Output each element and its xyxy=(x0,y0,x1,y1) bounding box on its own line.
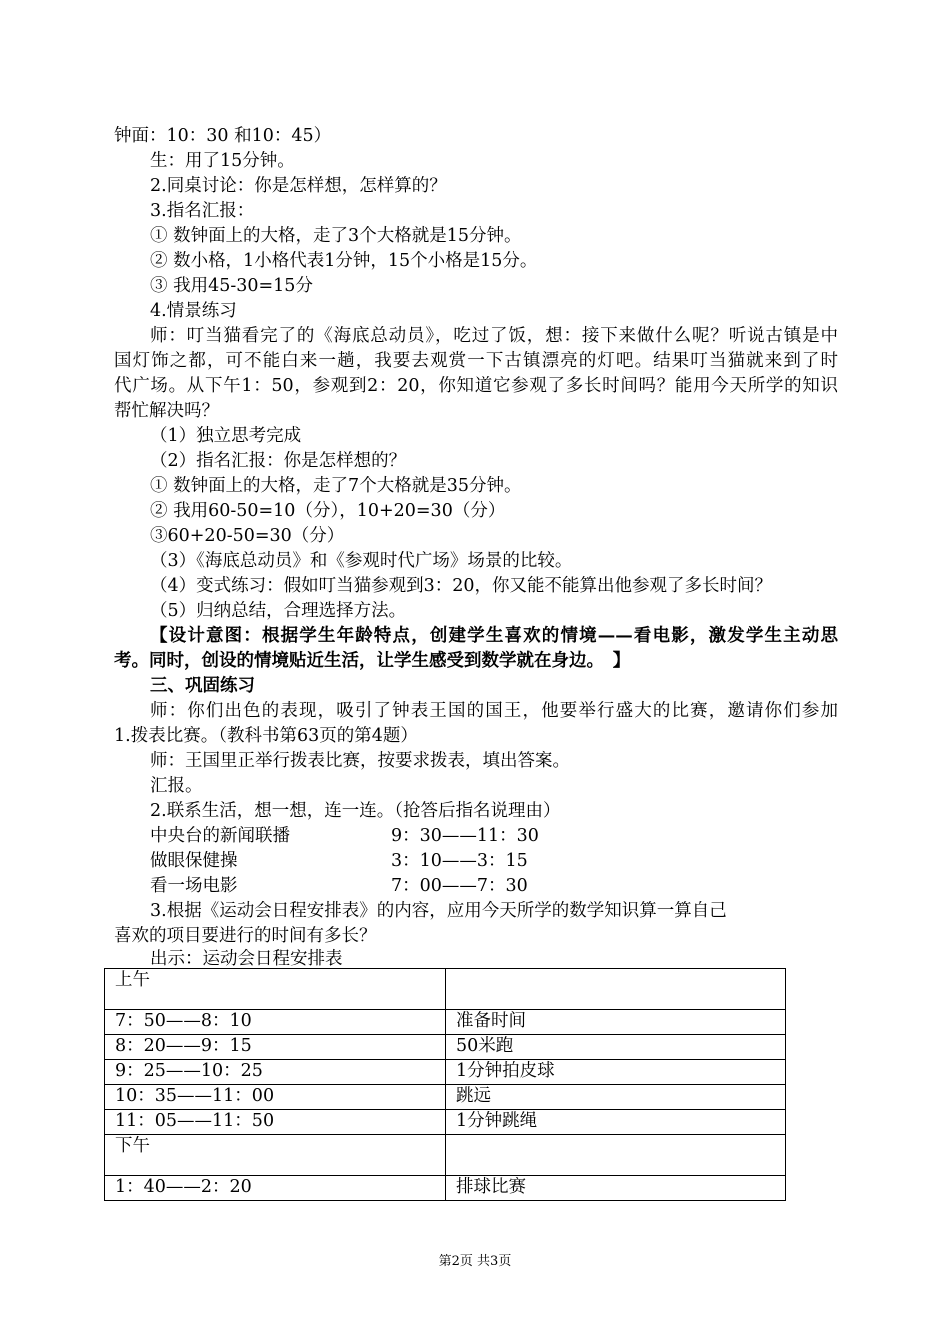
table-caption: 出示：运动会日程安排表 xyxy=(150,949,343,969)
time-cell: 8：20——9：15 xyxy=(105,1035,446,1060)
paragraph-line: 帮忙解决吗？ xyxy=(114,401,219,421)
match-left: 中央台的新闻联播 xyxy=(150,826,290,846)
paragraph-line: 师：叮当猫看完了的《海底总动员》，吃过了饭，想：接下来做什么呢？听说古镇是中 xyxy=(150,326,838,346)
match-right: 9：30——11：30 xyxy=(391,826,539,846)
table-row xyxy=(105,969,786,1010)
text-line: ③ 我用45-30=15分 xyxy=(150,276,313,296)
empty-cell xyxy=(446,1135,786,1176)
page-footer: 第2页 共3页 xyxy=(438,1254,512,1269)
table-row xyxy=(105,1035,786,1060)
text-line: （3）《海底总动员》和《参观时代广场》场景的比较。 xyxy=(150,551,573,571)
time-cell: 11：05——11：50 xyxy=(105,1110,446,1135)
section-cell: 下午 xyxy=(105,1135,446,1176)
match-left: 做眼保健操 xyxy=(150,851,238,871)
paragraph-line: 代广场。从下午1：50，参观到2：20，你知道它参观了多长时间吗？能用今天所学的知识 xyxy=(114,376,838,396)
text-line: 2.同桌讨论：你是怎样想，怎样算的？ xyxy=(150,176,447,196)
text-line: ③60+20-50=30（分） xyxy=(150,526,345,546)
sports-schedule-table xyxy=(104,968,786,1201)
match-left: 看一场电影 xyxy=(150,876,238,896)
time-cell: 9：25——10：25 xyxy=(105,1060,446,1085)
time-cell: 10：35——11：00 xyxy=(105,1085,446,1110)
text-line: ② 数小格，1小格代表1分钟，15个小格是15分。 xyxy=(150,251,538,271)
event-cell: 排球比赛 xyxy=(446,1176,786,1201)
text-line: 喜欢的项目要进行的时间有多长？ xyxy=(114,926,377,946)
text-line: 汇报。 xyxy=(150,776,203,796)
time-cell: 1：40——2：20 xyxy=(105,1176,446,1201)
text-line: ① 数钟面上的大格，走了3个大格就是15分钟。 xyxy=(150,226,522,246)
text-line: ① 数钟面上的大格，走了7个大格就是35分钟。 xyxy=(150,476,522,496)
design-intent-line: 【设计意图：根据学生年龄特点，创建学生喜欢的情境——看电影，激发学生主动思 xyxy=(150,626,838,646)
empty-cell xyxy=(446,969,786,1010)
paragraph-line: 国灯饰之都，可不能白来一趟，我要去观赏一下古镇漂亮的灯吧。结果叮当猫就来到了时 xyxy=(114,351,838,371)
text-line: 钟面：10：30 和10：45） xyxy=(114,126,332,146)
text-line: 1.拨表比赛。（教科书第63页的第4题） xyxy=(114,726,418,746)
text-line: （2）指名汇报：你是怎样想的？ xyxy=(150,451,407,471)
text-line: 3.指名汇报： xyxy=(150,201,255,221)
table-row xyxy=(105,1176,786,1201)
text-line: ② 我用60-50=10（分），10+20=30（分） xyxy=(150,501,506,521)
event-cell: 1分钟拍皮球 xyxy=(446,1060,786,1085)
text-line: 4.情景练习 xyxy=(150,301,237,321)
table-row xyxy=(105,1085,786,1110)
design-intent-line: 考。同时，创设的情境贴近生活，让学生感受到数学就在身边。 】 xyxy=(114,651,631,671)
match-right: 3：10——3：15 xyxy=(391,851,528,871)
table-row xyxy=(105,1060,786,1085)
text-line: （1）独立思考完成 xyxy=(150,426,302,446)
text-line: （4）变式练习：假如叮当猫参观到3：20，你又能不能算出他参观了多长时间？ xyxy=(150,576,773,596)
text-line: 生：用了15分钟。 xyxy=(150,151,295,171)
text-line: 师：王国里正举行拨表比赛，按要求拨表，填出答案。 xyxy=(150,751,570,771)
table-row xyxy=(105,1010,786,1035)
section-heading: 三、巩固练习 xyxy=(150,676,255,696)
event-cell: 跳远 xyxy=(446,1085,786,1110)
event-cell: 1分钟跳绳 xyxy=(446,1110,786,1135)
event-cell: 50米跑 xyxy=(446,1035,786,1060)
match-right: 7：00——7：30 xyxy=(391,876,528,896)
table-row xyxy=(105,1135,786,1176)
time-cell: 7：50——8：10 xyxy=(105,1010,446,1035)
text-line: 2.联系生活，想一想，连一连。（抢答后指名说理由） xyxy=(150,801,561,821)
table-row xyxy=(105,1110,786,1135)
paragraph-line: 师：你们出色的表现，吸引了钟表王国的国王，他要举行盛大的比赛，邀请你们参加 xyxy=(150,701,838,721)
text-line: 3.根据《运动会日程安排表》的内容，应用今天所学的数学知识算一算自己 xyxy=(150,901,727,921)
event-cell: 准备时间 xyxy=(446,1010,786,1035)
text-line: （5）归纳总结，合理选择方法。 xyxy=(150,601,407,621)
section-cell: 上午 xyxy=(105,969,446,1010)
